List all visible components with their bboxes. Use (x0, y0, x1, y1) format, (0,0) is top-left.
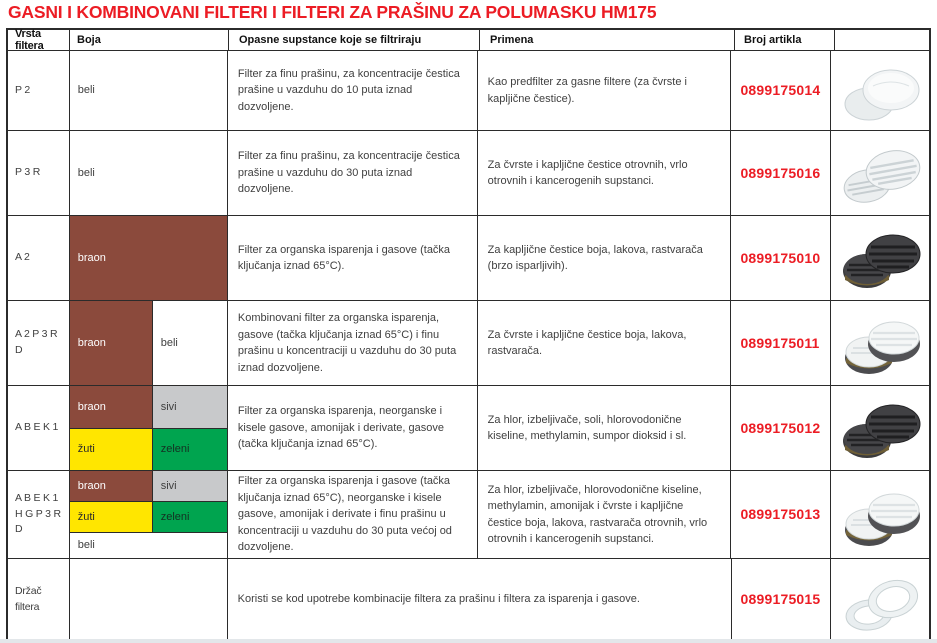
primena-text: Za čvrste i kapljične čestice boja, lakova, rastvarača. (478, 301, 732, 385)
article-number: 0899175014 (731, 51, 831, 130)
combined-filter-photo-icon (833, 478, 927, 552)
page-title: GASNI I KOMBINOVANI FILTERI I FILTERI ZA PRAŠINU ZA POLUMASKU HM175 (8, 2, 657, 22)
black-slotted-filter-photo-icon (833, 221, 927, 295)
filter-type: A 2 P 3 R D (8, 301, 70, 385)
header-vrsta-filtera: Vrsta filtera (8, 30, 70, 50)
color-cell (70, 131, 228, 215)
product-photo-cell (831, 51, 929, 130)
article-number: 0899175012 (731, 386, 831, 470)
table-row-p3r (8, 131, 929, 216)
white-pads-photo-icon (833, 54, 927, 128)
header-opasne-supstance: Opasne supstance koje se filtriraju (229, 30, 480, 50)
swatch-braon: braon (70, 301, 152, 385)
swatch-zeleni: zeleni (153, 502, 227, 532)
filter-type: A B E K 1 (8, 386, 70, 470)
table-row-a2 (8, 216, 929, 301)
swatch-beli: beli (70, 131, 227, 215)
product-photo-cell (831, 471, 929, 558)
product-photo-cell (831, 216, 929, 300)
product-photo-cell (831, 301, 929, 385)
color-cell-empty (70, 559, 228, 640)
color-cell (70, 386, 228, 470)
product-photo-cell (831, 386, 929, 470)
white-slotted-filter-photo-icon (833, 136, 927, 210)
primena-text: Za hlor, izbeljivače, soli, hlorovodonične kiseline, methylamin, sumpor dioksid i sl. (478, 386, 732, 470)
filter-type: A 2 (8, 216, 70, 300)
header-boja: Boja (70, 30, 229, 50)
swatch-beli: beli (70, 533, 227, 558)
filter-type: P 2 (8, 51, 70, 130)
article-number: 0899175015 (732, 559, 831, 640)
swatch-beli: beli (70, 51, 227, 130)
filter-type: A B E K 1 H G P 3 R D (8, 471, 70, 558)
usage-note-text: Koristi se kod upotrebe kombinacije filtera za prašinu i filtera za isparenja i gasove. (228, 559, 732, 640)
substances-text: Filter za organska isparenja i gasove (tačka ključanja iznad 65°C), neorganske i kisele gasove, amonijak i derivate i finu prašinu u koncentraciji u vazduhu do 30 puta većoj od dozvoljene. (228, 471, 478, 558)
black-slotted-filter-photo-icon (833, 391, 927, 465)
swatch-beli: beli (153, 301, 227, 385)
swatch-zuti: žuti (70, 429, 152, 471)
article-number: 0899175010 (731, 216, 831, 300)
primena-text: Za hlor, izbeljivače, hlorovodonične kiseline, methylamin, amonijak i čvrste i kapljične čestice boja, lakova, rastvarača otrovnih, vrlo otrovnih i kancerogenih supstanci. (478, 471, 732, 558)
swatch-braon: braon (70, 386, 152, 428)
swatch-sivi: sivi (153, 471, 227, 501)
substances-text: Kombinovani filter za organska isparenja, gasove (tačka ključanja iznad 65°C) i finu prašinu u koncentraciji u vazduhu do 30 puta iznad dozvoljene. (228, 301, 478, 385)
header-primena: Primena (480, 30, 735, 50)
filters-table (6, 28, 931, 643)
page-edge-shadow (0, 639, 937, 643)
color-cell (70, 216, 228, 300)
primena-text: Za čvrste i kapljične čestice otrovnih, vrlo otrovnih i kancerogenih supstanci. (478, 131, 732, 215)
filter-type: P 3 R (8, 131, 70, 215)
swatch-sivi: sivi (153, 386, 227, 428)
table-row-abek1 (8, 386, 929, 471)
substances-text: Filter za finu prašinu, za koncentracije čestica prašine u vazduhu do 10 puta iznad dozvoljene. (228, 51, 478, 130)
substances-text: Filter za organska isparenja i gasove (tačka ključanja iznad 65°C). (228, 216, 478, 300)
header-broj-artikla: Broj artikla (735, 30, 835, 50)
swatch-zeleni: zeleni (153, 429, 227, 471)
table-header-row (8, 27, 929, 52)
table-row-p2 (8, 51, 929, 131)
swatch-braon: braon (70, 471, 152, 501)
product-photo-cell (831, 559, 929, 640)
article-number: 0899175016 (731, 131, 831, 215)
table-row-a2p3rd (8, 301, 929, 386)
swatch-zuti: žuti (70, 502, 152, 532)
retainer-rings-photo-icon (833, 563, 927, 637)
article-number: 0899175011 (731, 301, 831, 385)
substances-text: Filter za organska isparenja, neorganske i kisele gasove, amonijak i derivate, gasove (tačka ključanja iznad 65°C). (228, 386, 478, 470)
substances-text: Filter za finu prašinu, za koncentracije čestica prašine u vazduhu do 30 puta iznad dozvoljene. (228, 131, 478, 215)
primena-text: Za kapljične čestice boja, lakova, rastvarača (brzo isparljivih). (478, 216, 732, 300)
color-cell (70, 301, 228, 385)
color-cell (70, 471, 228, 558)
primena-text: Kao predfilter za gasne filtere (za čvrste i kapljične čestice). (478, 51, 732, 130)
table-row-drzac-filtera (8, 559, 929, 640)
product-photo-cell (831, 131, 929, 215)
article-number: 0899175013 (731, 471, 831, 558)
color-cell (70, 51, 228, 130)
header-photo (835, 30, 929, 50)
swatch-braon: braon (70, 216, 227, 300)
combined-filter-photo-icon (833, 306, 927, 380)
filter-type: Držač filtera (8, 559, 70, 640)
table-row-abek1-hgp3rd (8, 471, 929, 559)
